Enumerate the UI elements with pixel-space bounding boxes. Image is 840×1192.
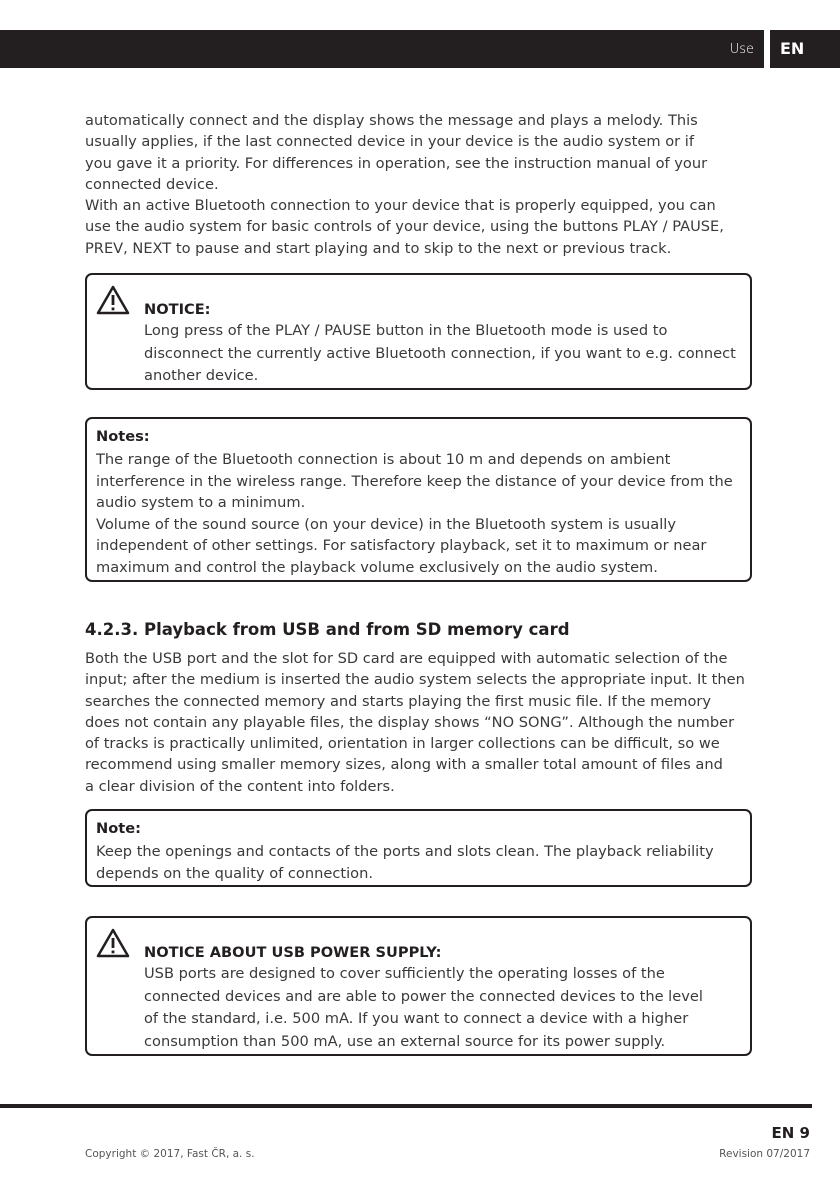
usb-power-notice-box bbox=[85, 916, 752, 1056]
notes-title: Notes: bbox=[96, 428, 150, 445]
intro-paragraph: automatically connect and the display shows the message and plays a melody. This usually applies, if the last connected device in your device is the audio system or if you gave it a priority. For differences in operation, see the instruction manual of your connected device. With an active Bluetooth connection to your device that is properly equipped, you can use the audio system for basic controls of your device, using the buttons PLAY / PAUSE, PREV, NEXT to pause and start playing and to skip to the next or previous track. bbox=[85, 112, 724, 257]
notes-text: The range of the Bluetooth connection is about 10 m and depends on ambient interference in the wireless range. Therefore keep the distance of your device from the audio system to a minimum. Volume of the sound source (on your device) in the Bluetooth system is usually independent of other settings. For satisfactory playback, set it to maximum or near maximum and control the playback volume exclusively on the audio system. bbox=[96, 451, 733, 576]
warning-icon bbox=[96, 285, 130, 315]
notes-box bbox=[85, 417, 752, 582]
notice-box bbox=[85, 273, 752, 390]
section-paragraph: Both the USB port and the slot for SD card are equipped with automatic selection of the input; after the medium is inserted the audio system selects the appropriate input. It then searches the connected memory and starts playing the first music file. If the memory does not contain any playable files, the display shows “NO SONG”. Although the number of tracks is practically unlimited, orientation in larger collections can be difficult, so we recommend using smaller memory sizes, along with a smaller total amount of files and a clear division of the content into folders. bbox=[85, 650, 745, 795]
warning-icon bbox=[96, 928, 130, 958]
page-number: EN 9 bbox=[771, 1124, 810, 1142]
usb-power-notice-text: USB ports are designed to cover sufficiently the operating losses of the connected devices and are able to power the connected devices to the level of the standard, i.e. 500 mA. If you want to connect a device with a higher consumption than 500 mA, use an external source for its power supply. bbox=[144, 965, 703, 1050]
section-heading: 4.2.3. Playback from USB and from SD memory card bbox=[85, 620, 570, 639]
usb-power-notice-title: NOTICE ABOUT USB POWER SUPPLY: bbox=[144, 944, 442, 961]
notice-title: NOTICE: bbox=[144, 301, 211, 318]
language-tab: EN bbox=[770, 30, 840, 68]
note-text: Keep the openings and contacts of the ports and slots clean. The playback reliability depends on the quality of connection. bbox=[96, 843, 714, 882]
note-title: Note: bbox=[96, 820, 141, 837]
copyright: Copyright © 2017, Fast ČR, a. s. bbox=[85, 1148, 255, 1160]
header-bar bbox=[0, 30, 764, 68]
header-section-label: Use bbox=[729, 42, 754, 57]
note-box bbox=[85, 809, 752, 887]
notice-text: Long press of the PLAY / PAUSE button in the Bluetooth mode is used to disconnect the currently active Bluetooth connection, if you want to e.g. connect another device. bbox=[144, 322, 736, 384]
footer-rule bbox=[0, 1104, 812, 1108]
revision: Revision 07/2017 bbox=[719, 1148, 810, 1160]
